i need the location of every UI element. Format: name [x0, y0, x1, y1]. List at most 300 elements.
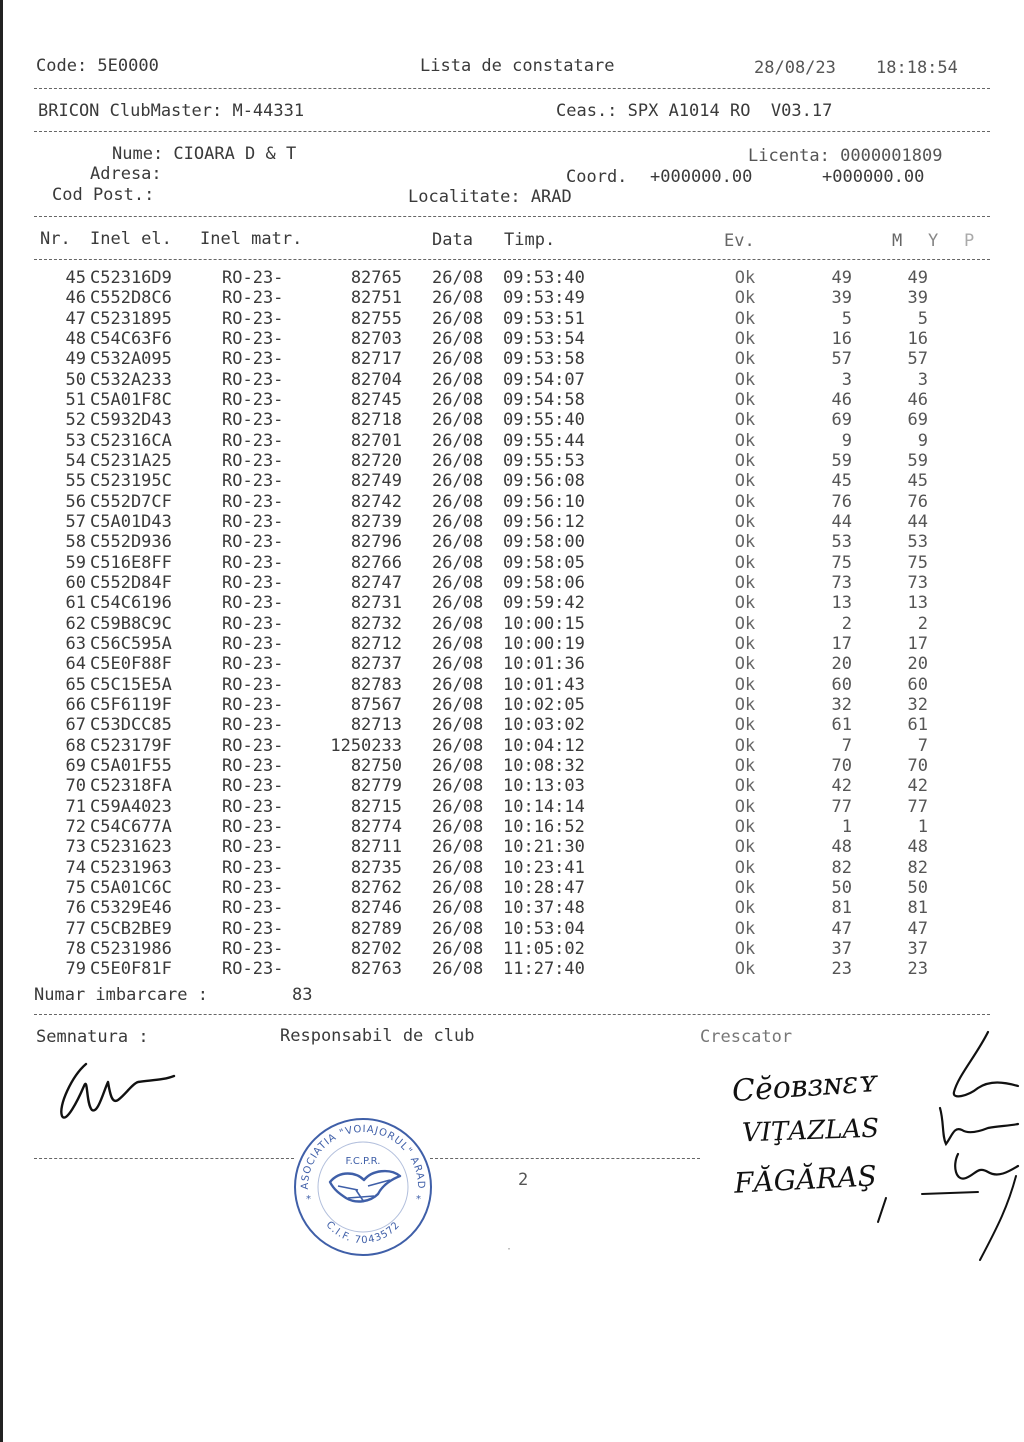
table-row [0, 654, 1024, 674]
table-row [0, 349, 1024, 369]
cell-nr: 75 [65, 877, 86, 898]
cell-ev: Ok [734, 389, 756, 410]
cell-y: 61 [907, 715, 928, 736]
cell-m: 77 [831, 796, 852, 817]
table-row [0, 614, 1024, 634]
cell-inel-el: C552D8C6 [90, 288, 172, 309]
cell-inel-matr-prefix: RO-23- [222, 938, 284, 959]
table-row [0, 736, 1024, 756]
cell-ev: Ok [734, 349, 756, 370]
cell-ev: Ok [734, 816, 756, 837]
cell-y: 23 [907, 959, 928, 980]
boarding-label: Numar imbarcare : [34, 985, 208, 1005]
cell-inel-el: C5CB2BE9 [90, 918, 172, 939]
cell-m: 60 [831, 674, 852, 695]
cell-nr: 61 [65, 593, 86, 614]
cell-time: 09:55:40 [503, 410, 585, 431]
signature-label: Semnatura : [36, 1027, 149, 1047]
cell-inel-el: C59B8C9C [90, 613, 172, 634]
print-date: 28/08/23 [754, 58, 836, 78]
cell-inel-matr-number: 82701 [350, 430, 402, 451]
cell-time: 10:16:52 [503, 816, 585, 837]
table-row [0, 390, 1024, 410]
cell-ev: Ok [734, 328, 756, 349]
pen-stroke [872, 1196, 892, 1226]
table-row [0, 715, 1024, 735]
table-row [0, 431, 1024, 451]
boarding-count: 83 [292, 985, 313, 1005]
cell-date: 26/08 [432, 328, 484, 349]
cell-date: 26/08 [432, 491, 484, 512]
speck: · [506, 1244, 513, 1255]
cell-nr: 50 [65, 369, 86, 390]
cell-m: 32 [831, 694, 852, 715]
cell-y: 59 [907, 450, 928, 471]
table-row [0, 695, 1024, 715]
table-row [0, 797, 1024, 817]
cell-inel-el: C5932D43 [90, 410, 172, 431]
cell-y: 60 [907, 674, 928, 695]
cell-inel-matr-prefix: RO-23- [222, 430, 284, 451]
cell-date: 26/08 [432, 268, 484, 288]
col-p: P [964, 231, 975, 251]
cell-inel-matr-number: 82796 [350, 532, 402, 553]
cell-ev: Ok [734, 613, 756, 634]
cell-m: 70 [831, 755, 852, 776]
col-inel-el: Inel el. [90, 229, 172, 249]
cell-m: 2 [841, 613, 852, 634]
cell-time: 10:02:05 [503, 694, 585, 715]
cell-inel-el: C552D7CF [90, 491, 172, 512]
cell-inel-matr-number: 82766 [350, 552, 402, 573]
cell-m: 82 [831, 857, 852, 878]
postal-label: Cod Post.: [52, 185, 155, 205]
cell-date: 26/08 [432, 288, 484, 309]
owner-name: Nume: CIOARA D & T [112, 144, 297, 164]
svg-text:*: * [416, 1194, 421, 1205]
cell-y: 44 [907, 511, 928, 532]
cell-m: 3 [841, 369, 852, 390]
cell-y: 49 [907, 268, 928, 288]
locality-label: Localitate: ARAD [408, 187, 572, 207]
table-row [0, 573, 1024, 593]
cell-m: 57 [831, 349, 852, 370]
cell-inel-matr-number: 82732 [350, 613, 402, 634]
cell-m: 9 [841, 430, 852, 451]
cell-inel-matr-number: 1250233 [330, 735, 402, 756]
cell-ev: Ok [734, 918, 756, 939]
cell-time: 09:53:58 [503, 349, 585, 370]
cell-inel-matr-number: 82711 [350, 837, 402, 858]
club-responsible-label: Responsabil de club [280, 1026, 475, 1046]
cell-time: 10:28:47 [503, 877, 585, 898]
cell-date: 26/08 [432, 938, 484, 959]
cell-date: 26/08 [432, 532, 484, 553]
cell-m: 50 [831, 877, 852, 898]
cell-m: 75 [831, 552, 852, 573]
cell-date: 26/08 [432, 816, 484, 837]
cell-inel-matr-prefix: RO-23- [222, 308, 284, 329]
cell-m: 37 [831, 938, 852, 959]
cell-inel-matr-number: 82704 [350, 369, 402, 390]
cell-m: 49 [831, 268, 852, 288]
cell-ev: Ok [734, 450, 756, 471]
stamp-text-top: ASOCIATIA "VOIAJORUL" ARAD [299, 1123, 427, 1190]
cell-inel-matr-prefix: RO-23- [222, 593, 284, 614]
cell-inel-matr-number: 82751 [350, 288, 402, 309]
cell-m: 59 [831, 450, 852, 471]
cell-date: 26/08 [432, 349, 484, 370]
cell-ev: Ok [734, 471, 756, 492]
cell-inel-matr-number: 82737 [350, 654, 402, 675]
cell-y: 3 [917, 369, 928, 390]
cell-inel-el: C523179F [90, 735, 172, 756]
stamp-body [295, 1119, 431, 1255]
cell-time: 09:53:54 [503, 328, 585, 349]
cell-inel-el: C54C63F6 [90, 328, 172, 349]
cell-inel-el: C5A01F8C [90, 389, 172, 410]
cell-y: 37 [907, 938, 928, 959]
cell-nr: 47 [65, 308, 86, 329]
cell-inel-el: C5231A25 [90, 450, 172, 471]
table-row [0, 553, 1024, 573]
table-row [0, 756, 1024, 776]
cell-nr: 74 [65, 857, 86, 878]
cell-ev: Ok [734, 837, 756, 858]
document-title: Lista de constatare [420, 56, 615, 76]
cell-ev: Ok [734, 593, 756, 614]
cell-date: 26/08 [432, 755, 484, 776]
cell-inel-matr-prefix: RO-23- [222, 776, 284, 797]
signature-line [34, 1158, 294, 1159]
cell-inel-el: C516E8FF [90, 552, 172, 573]
table-row [0, 919, 1024, 939]
signature-line [430, 1158, 700, 1159]
cell-inel-matr-number: 82742 [350, 491, 402, 512]
cell-nr: 73 [65, 837, 86, 858]
cell-inel-matr-prefix: RO-23- [222, 816, 284, 837]
table-row [0, 288, 1024, 308]
cell-y: 69 [907, 410, 928, 431]
table-row [0, 675, 1024, 695]
table-row [0, 898, 1024, 918]
cell-y: 77 [907, 796, 928, 817]
handwritten-name-3: FĂGĂRAŞ [733, 1159, 878, 1200]
cell-ev: Ok [734, 694, 756, 715]
cell-inel-matr-number: 82718 [350, 410, 402, 431]
cell-nr: 45 [65, 268, 86, 288]
cell-nr: 55 [65, 471, 86, 492]
cell-time: 10:53:04 [503, 918, 585, 939]
cell-time: 09:54:58 [503, 389, 585, 410]
table-row [0, 939, 1024, 959]
col-data: Data [432, 230, 473, 250]
cell-inel-matr-prefix: RO-23- [222, 694, 284, 715]
page-number: 2 [518, 1170, 529, 1190]
col-nr: Nr. [40, 229, 71, 249]
cell-ev: Ok [734, 755, 756, 776]
cell-inel-el: C52316D9 [90, 268, 172, 288]
cell-m: 48 [831, 837, 852, 858]
cell-inel-matr-prefix: RO-23- [222, 735, 284, 756]
table-row [0, 370, 1024, 390]
cell-inel-matr-prefix: RO-23- [222, 552, 284, 573]
cell-nr: 65 [65, 674, 86, 695]
cell-m: 53 [831, 532, 852, 553]
results-table [0, 268, 1024, 979]
cell-time: 09:56:10 [503, 491, 585, 512]
association-stamp [286, 1110, 440, 1264]
cell-inel-matr-number: 82779 [350, 776, 402, 797]
cell-inel-matr-number: 82715 [350, 796, 402, 817]
cell-nr: 62 [65, 613, 86, 634]
cell-y: 45 [907, 471, 928, 492]
cell-inel-el: C5E0F81F [90, 959, 172, 980]
cell-m: 42 [831, 776, 852, 797]
cell-ev: Ok [734, 735, 756, 756]
cell-ev: Ok [734, 572, 756, 593]
cell-nr: 52 [65, 410, 86, 431]
cell-time: 10:03:02 [503, 715, 585, 736]
table-row [0, 776, 1024, 796]
cell-time: 09:56:08 [503, 471, 585, 492]
cell-y: 16 [907, 328, 928, 349]
cell-nr: 66 [65, 694, 86, 715]
cell-inel-matr-number: 82747 [350, 572, 402, 593]
clock-label: Ceas.: SPX A1014 RO V03.17 [556, 101, 833, 121]
cell-y: 48 [907, 837, 928, 858]
cell-time: 10:00:19 [503, 633, 585, 654]
cell-inel-matr-prefix: RO-23- [222, 450, 284, 471]
cell-date: 26/08 [432, 674, 484, 695]
cell-inel-el: C54C6196 [90, 593, 172, 614]
cell-y: 20 [907, 654, 928, 675]
table-row [0, 593, 1024, 613]
cell-inel-el: C5A01D43 [90, 511, 172, 532]
col-m: M [892, 231, 903, 251]
cell-inel-matr-number: 82750 [350, 755, 402, 776]
cell-inel-matr-prefix: RO-23- [222, 369, 284, 390]
cell-time: 09:53:49 [503, 288, 585, 309]
cell-inel-matr-number: 82763 [350, 959, 402, 980]
table-row [0, 858, 1024, 878]
cell-nr: 64 [65, 654, 86, 675]
table-row [0, 837, 1024, 857]
cell-m: 61 [831, 715, 852, 736]
cell-date: 26/08 [432, 633, 484, 654]
cell-time: 10:23:41 [503, 857, 585, 878]
cell-ev: Ok [734, 308, 756, 329]
cell-ev: Ok [734, 268, 756, 288]
cell-m: 5 [841, 308, 852, 329]
cell-inel-matr-number: 87567 [350, 694, 402, 715]
cell-time: 09:58:00 [503, 532, 585, 553]
cell-inel-el: C523195C [90, 471, 172, 492]
cell-inel-matr-number: 82789 [350, 918, 402, 939]
cell-nr: 56 [65, 491, 86, 512]
cell-ev: Ok [734, 857, 756, 878]
cell-y: 7 [917, 735, 928, 756]
address-label: Adresa: [90, 164, 162, 184]
cell-inel-el: C5F6119F [90, 694, 172, 715]
club-signature [52, 1050, 182, 1130]
cell-time: 10:08:32 [503, 755, 585, 776]
table-row [0, 492, 1024, 512]
cell-m: 7 [841, 735, 852, 756]
cell-time: 09:53:40 [503, 268, 585, 288]
cell-inel-matr-prefix: RO-23- [222, 268, 284, 288]
col-y: Y [928, 231, 939, 251]
cell-nr: 76 [65, 898, 86, 919]
cell-time: 10:04:12 [503, 735, 585, 756]
cell-date: 26/08 [432, 613, 484, 634]
cell-date: 26/08 [432, 877, 484, 898]
cell-inel-el: C56C595A [90, 633, 172, 654]
table-row [0, 817, 1024, 837]
cell-date: 26/08 [432, 389, 484, 410]
cell-time: 09:58:06 [503, 572, 585, 593]
cell-inel-el: C5C15E5A [90, 674, 172, 695]
cell-ev: Ok [734, 552, 756, 573]
cell-time: 10:01:43 [503, 674, 585, 695]
table-row [0, 634, 1024, 654]
cell-y: 17 [907, 633, 928, 654]
coord-value-2: +000000.00 [822, 167, 925, 187]
cell-ev: Ok [734, 491, 756, 512]
print-time: 18:18:54 [876, 58, 958, 78]
cell-m: 81 [831, 898, 852, 919]
cell-m: 17 [831, 633, 852, 654]
stamp-text-mid: F.C.P.R. [345, 1156, 381, 1167]
cell-inel-el: C54C677A [90, 816, 172, 837]
cell-nr: 60 [65, 572, 86, 593]
cell-date: 26/08 [432, 654, 484, 675]
cell-inel-el: C5231963 [90, 857, 172, 878]
cell-nr: 48 [65, 328, 86, 349]
breeder-signatures [918, 1026, 1022, 1266]
cell-date: 26/08 [432, 410, 484, 431]
cell-inel-matr-prefix: RO-23- [222, 918, 284, 939]
cell-inel-el: C5231895 [90, 308, 172, 329]
cell-time: 10:14:14 [503, 796, 585, 817]
cell-ev: Ok [734, 898, 756, 919]
cell-y: 42 [907, 776, 928, 797]
cell-y: 50 [907, 877, 928, 898]
col-inel-matr: Inel matr. [200, 229, 303, 249]
code-label: Code: 5E0000 [36, 56, 159, 76]
handwritten-name-1: Cĕoʙɜɴɛʏ [730, 1063, 880, 1110]
cell-date: 26/08 [432, 593, 484, 614]
cell-ev: Ok [734, 959, 756, 980]
table-row [0, 532, 1024, 552]
cell-inel-el: C5A01F55 [90, 755, 172, 776]
cell-time: 09:55:44 [503, 430, 585, 451]
cell-inel-matr-number: 82731 [350, 593, 402, 614]
cell-m: 76 [831, 491, 852, 512]
cell-nr: 57 [65, 511, 86, 532]
cell-inel-matr-number: 82717 [350, 349, 402, 370]
licence-label: Licenta: 0000001809 [748, 146, 943, 166]
cell-inel-matr-number: 82765 [350, 268, 402, 288]
cell-inel-matr-prefix: RO-23- [222, 572, 284, 593]
svg-text:*: * [306, 1194, 311, 1205]
cell-inel-matr-prefix: RO-23- [222, 796, 284, 817]
cell-inel-matr-number: 82713 [350, 715, 402, 736]
cell-nr: 67 [65, 715, 86, 736]
cell-inel-matr-number: 82755 [350, 308, 402, 329]
cell-inel-matr-number: 82739 [350, 511, 402, 532]
cell-time: 09:59:42 [503, 593, 585, 614]
breeder-label: Crescator [700, 1027, 793, 1047]
cell-y: 5 [917, 308, 928, 329]
cell-m: 44 [831, 511, 852, 532]
cell-date: 26/08 [432, 857, 484, 878]
cell-inel-matr-prefix: RO-23- [222, 715, 284, 736]
cell-date: 26/08 [432, 959, 484, 980]
cell-m: 47 [831, 918, 852, 939]
cell-inel-matr-prefix: RO-23- [222, 877, 284, 898]
cell-y: 32 [907, 694, 928, 715]
cell-inel-el: C59A4023 [90, 796, 172, 817]
cell-y: 47 [907, 918, 928, 939]
table-row [0, 471, 1024, 491]
cell-y: 1 [917, 816, 928, 837]
col-timp: Timp. [504, 230, 556, 250]
cell-inel-el: C532A233 [90, 369, 172, 390]
cell-inel-matr-prefix: RO-23- [222, 349, 284, 370]
cell-inel-matr-prefix: RO-23- [222, 857, 284, 878]
cell-m: 69 [831, 410, 852, 431]
cell-time: 09:54:07 [503, 369, 585, 390]
divider [34, 131, 990, 132]
cell-ev: Ok [734, 288, 756, 309]
cell-inel-el: C5E0F88F [90, 654, 172, 675]
cell-inel-matr-prefix: RO-23- [222, 532, 284, 553]
cell-inel-matr-prefix: RO-23- [222, 613, 284, 634]
cell-time: 10:21:30 [503, 837, 585, 858]
cell-nr: 46 [65, 288, 86, 309]
cell-inel-matr-prefix: RO-23- [222, 755, 284, 776]
cell-nr: 77 [65, 918, 86, 939]
cell-m: 16 [831, 328, 852, 349]
cell-time: 11:05:02 [503, 938, 585, 959]
cell-y: 75 [907, 552, 928, 573]
cell-y: 82 [907, 857, 928, 878]
cell-date: 26/08 [432, 776, 484, 797]
cell-ev: Ok [734, 430, 756, 451]
coord-label: Coord. [566, 167, 628, 187]
cell-nr: 58 [65, 532, 86, 553]
cell-m: 20 [831, 654, 852, 675]
cell-ev: Ok [734, 532, 756, 553]
cell-date: 26/08 [432, 369, 484, 390]
cell-m: 39 [831, 288, 852, 309]
cell-date: 26/08 [432, 511, 484, 532]
divider [34, 216, 990, 217]
cell-inel-el: C53DCC85 [90, 715, 172, 736]
cell-nr: 59 [65, 552, 86, 573]
cell-inel-matr-number: 82745 [350, 389, 402, 410]
cell-y: 76 [907, 491, 928, 512]
cell-date: 26/08 [432, 430, 484, 451]
cell-date: 26/08 [432, 735, 484, 756]
cell-ev: Ok [734, 633, 756, 654]
cell-inel-matr-prefix: RO-23- [222, 491, 284, 512]
cell-m: 13 [831, 593, 852, 614]
cell-y: 81 [907, 898, 928, 919]
cell-inel-matr-prefix: RO-23- [222, 898, 284, 919]
cell-inel-matr-number: 82774 [350, 816, 402, 837]
